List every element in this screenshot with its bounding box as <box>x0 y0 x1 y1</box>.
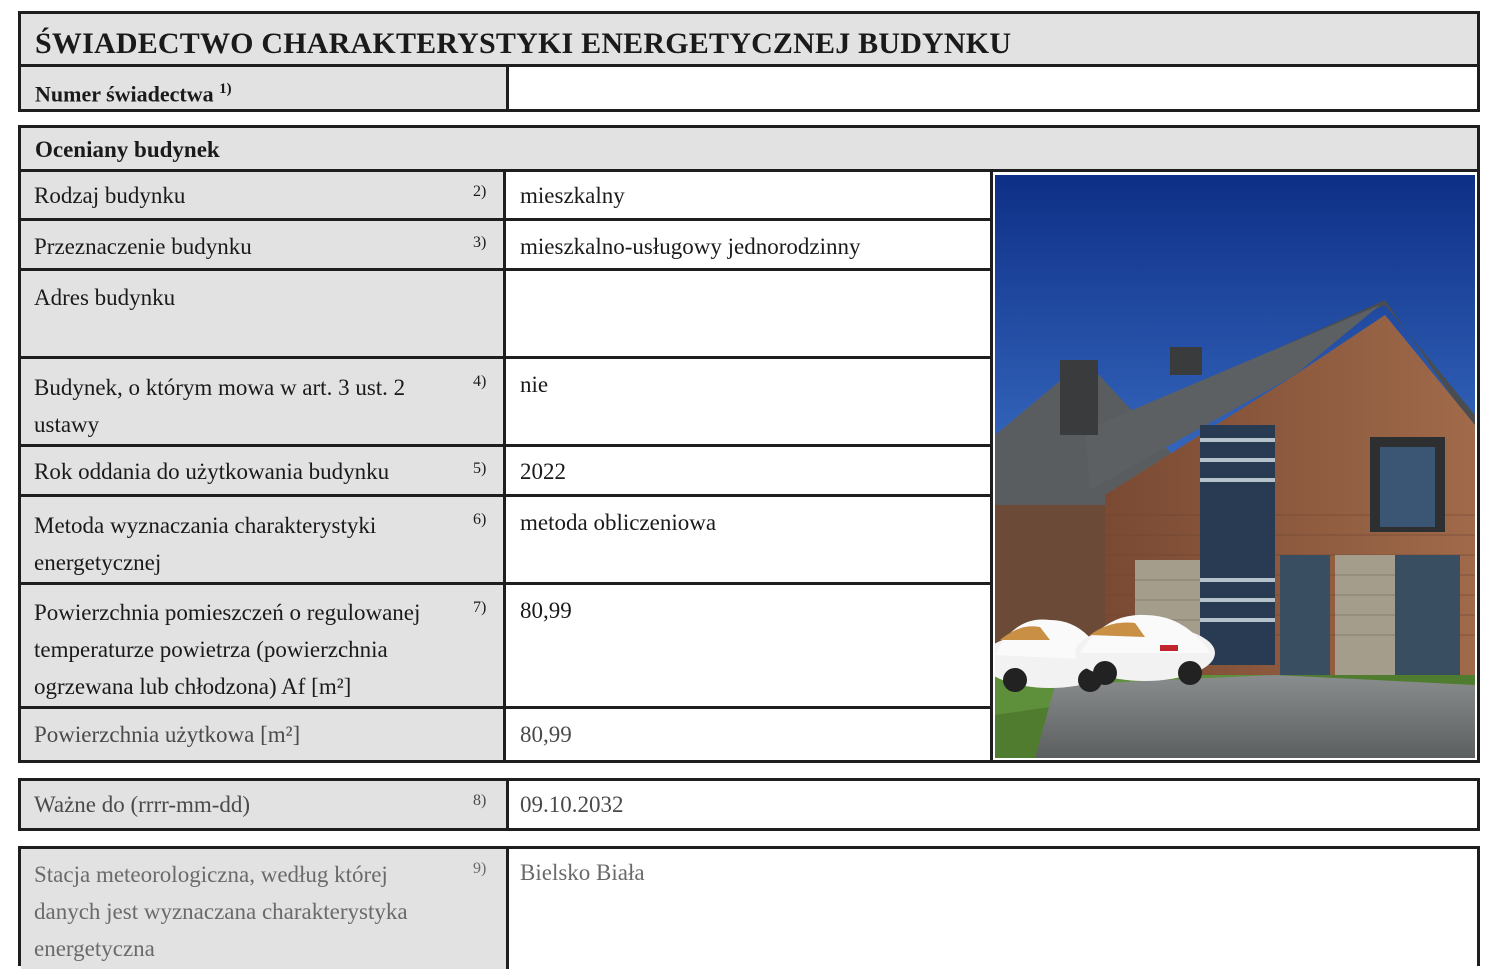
row-year-ref: 5) <box>473 460 487 477</box>
valid-until-ref: 8) <box>473 792 487 809</box>
weather-station-value: Bielsko Biała <box>520 860 645 885</box>
row-usable-area-label: Powierzchnia użytkowa [m²] <box>34 722 301 747</box>
row-heated-area-value: 80,99 <box>520 598 572 623</box>
row-year-label: Rok oddania do użytkowania budynku <box>34 459 390 484</box>
row-building-type-label: Rodzaj budynku <box>34 183 186 208</box>
valid-until-value: 09.10.2032 <box>520 792 624 817</box>
row-building-type-ref: 2) <box>473 183 487 200</box>
row-building-address-label: Adres budynku <box>34 285 176 310</box>
weather-station-label: Stacja meteorologiczna, według której danych jest wyznaczana charakterystyka energetyczna <box>34 862 408 961</box>
weather-station-ref: 9) <box>473 860 487 877</box>
row-art3-value: nie <box>520 372 549 397</box>
row-method-ref: 6) <box>473 511 487 528</box>
row-building-purpose-value: mieszkalno-usługowy jednorodzinny <box>520 234 861 259</box>
certificate-number-label-cell <box>21 67 506 109</box>
section-header <box>21 128 1477 172</box>
row-method-label: Metoda wyznaczania charakterystyki energetycznej <box>34 513 377 575</box>
valid-until-label: Ważne do (rrrr-mm-dd) <box>34 792 251 817</box>
row-building-purpose-label: Przeznaczenie budynku <box>34 234 252 259</box>
certificate-number-row <box>18 64 1480 112</box>
certificate-number-label: Numer świadectwa $^{1)}$ <box>35 81 232 107</box>
row-art3-label: Budynek, o którym mowa w art. 3 ust. 2 ustawy <box>34 375 406 437</box>
row-art3-ref: 4) <box>473 373 487 390</box>
building-photo <box>995 175 1475 758</box>
title-box <box>18 11 1480 67</box>
row-building-purpose-ref: 3) <box>473 234 487 251</box>
document-title: ŚWIADECTWO CHARAKTERYSTYKI ENERGETYCZNEJ BUDYNKU <box>35 27 1012 60</box>
row-heated-area-label: Powierzchnia pomieszczeń o regulowanej temperaturze powietrza (powierzchnia ogrzewana lub chłodzona) Af [m²] <box>34 600 421 699</box>
row-year-value: 2022 <box>520 459 566 484</box>
row-heated-area-ref: 7) <box>473 599 487 616</box>
section-title: Oceniany budynek <box>35 137 220 162</box>
row-method-value: metoda obliczeniowa <box>520 510 717 535</box>
row-building-type-value: mieszkalny <box>520 183 625 208</box>
row-usable-area-value: 80,99 <box>520 722 572 747</box>
